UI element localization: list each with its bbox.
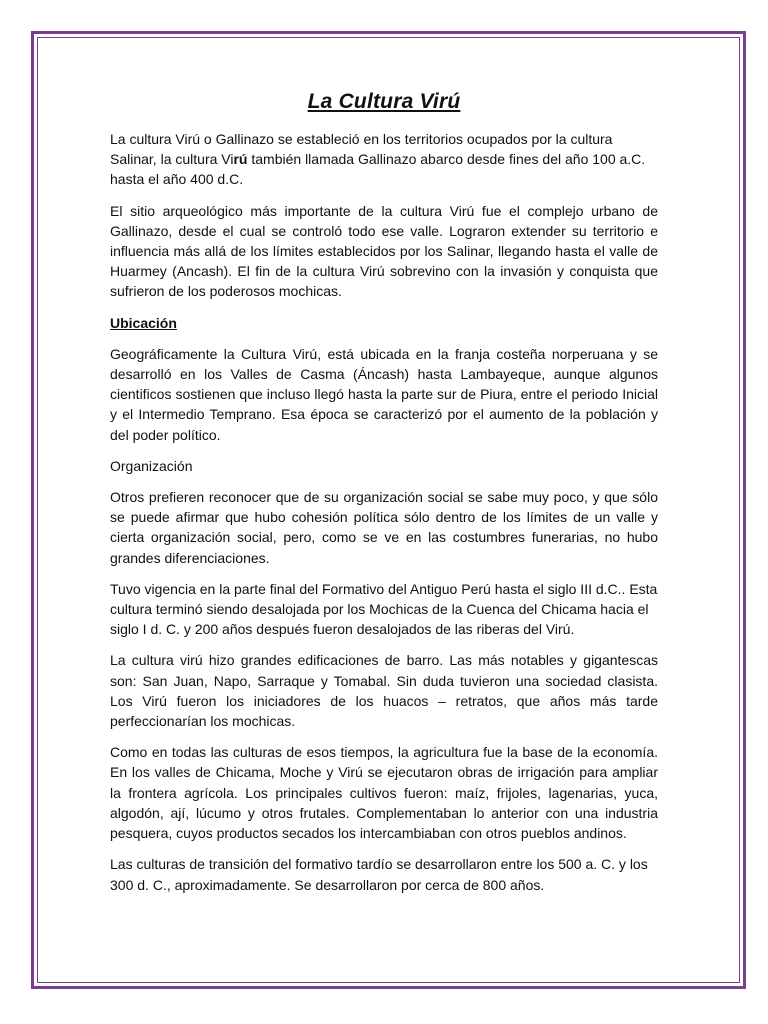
paragraph-ubicacion: Geográficamente la Cultura Virú, está ubicada en la franja costeña norperuana y se desarrolló en los Valles de Casma (Áncash) hasta Lambayeque, aunque algunos cientificos sostienen que incluso llegó hasta la parte sur de Piura, entre el periodo Inicial y el Intermedio Temprano. Esa época se caracterizó por el aumento de la población y del poder político.: [110, 345, 658, 443]
paragraph-intro: [110, 129, 658, 190]
paragraph-organizacion: Otros prefieren reconocer que de su organización social se sabe muy poco, y que sólo se puede afirmar que hubo cohesión política sólo dentro de los límites de un valle y cierta organización social, pero, como se ve en las costumbres funerarias, no hubo grandes diferenciaciones.: [110, 489, 658, 566]
paragraph-sitio: El sitio arqueológico más importante de la cultura Virú fue el complejo urbano de Gallinazo, desde el cual se controló todo ese valle. Lograron extender su territorio e influencia más allá de los límites establecidos por los Salinar, llegando hasta el valle de Huarmey (Ancash). El fin de la cultura Virú sobrevino con la invasión y conquista que sufrieron de los poderosos mochicas.: [110, 202, 658, 300]
paragraph-intro-text-1: La cultura Virú o Gallinazo se estableció en los territorios ocupados por la cultura Salinar, la cultura Vi: [110, 131, 613, 168]
paragraph-vigencia: Tuvo vigencia en la parte final del Formativo del Antiguo Perú hasta el siglo III d.C.. Esta cultura terminó siendo desalojada por los Mochicas de la Cuenca del Chicama hacia el siglo I d. C. y 200 años después fueron desalojados de las riberas del Virú.: [110, 580, 658, 638]
heading-organizacion: Organización: [110, 457, 193, 474]
paragraph-edificaciones: La cultura virú hizo grandes edificaciones de barro. Las más notables y gigantescas son: San Juan, Napo, Sarraque y Tomabal. Sin duda tuvieron una sociedad clasista. Los Virú fueron los iniciadores de los huacos – retratos, que años más tarde perfeccionarían los mochicas.: [110, 652, 658, 730]
paragraph-intro-bold: rú: [233, 151, 248, 168]
document-title: La Cultura Virú: [307, 90, 461, 113]
paragraph-intro-text-2: también llamada Gallinazo abarco desde fines del año 100 a.C. hasta el año 400 d.C.: [110, 151, 646, 188]
paragraph-agricultura: Como en todas las culturas de esos tiempos, la agricultura fue la base de la economía. En los valles de Chicama, Moche y Virú se ejecutaron obras de irrigación para ampliar la frontera agrícola. Los principales cultivos fueron: maíz, frijoles, lagenarias, yuca, algodón, ají, lúcumo y otros frutales. Complementaban lo anterior con una industria pesquera, cuyos productos secados los intercambiaban con otros pueblos andinos.: [110, 744, 658, 842]
heading-ubicacion: Ubicación: [110, 314, 177, 331]
document-body: [110, 88, 658, 906]
paragraph-transicion: Las culturas de transición del formativo tardío se desarrollaron entre los 500 a. C. y los 300 d. C., aproximadamente. Se desarrollaron por cerca de 800 años.: [110, 856, 648, 893]
